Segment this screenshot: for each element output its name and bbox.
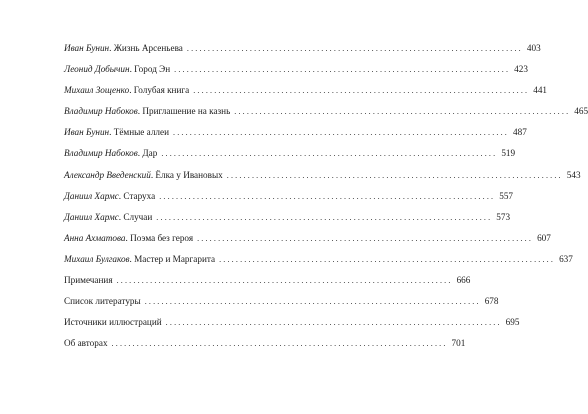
dot-leader: ................................................................................ <box>116 276 453 286</box>
entry-title: Старуха <box>123 190 156 201</box>
entry-page-number: 678 <box>484 296 499 307</box>
entry-page-number: 441 <box>533 85 548 96</box>
entry-page-number: 423 <box>514 64 528 75</box>
entry-title: Тёмные аллеи <box>113 127 169 138</box>
entry-author: Иван Бунин <box>64 127 110 138</box>
dot-leader: ................................................................................ <box>161 149 498 159</box>
dot-leader: ................................................................................ <box>156 212 493 222</box>
entry-page-number: 487 <box>513 127 527 138</box>
entry-page-number: 557 <box>499 190 513 201</box>
toc-entry[interactable] <box>64 337 466 358</box>
entry-author: Даниил Хармс <box>64 211 119 222</box>
entry-title: Примечания <box>64 275 113 286</box>
entry-title: Об авторах <box>64 338 108 349</box>
entry-author: Даниил Хармс <box>64 190 119 201</box>
entry-title: Список литературы <box>64 296 141 307</box>
entry-author: Михаил Булгаков <box>64 253 130 264</box>
toc-entry[interactable]: Михаил Зощенко. Голубая книга ................................................................................ 441 <box>64 85 548 96</box>
toc-entry[interactable] <box>64 316 520 337</box>
entry-author: Владимир Набоков <box>64 148 138 159</box>
entry-author: Леонид Добычин <box>64 64 130 75</box>
entry-author: Иван Бунин <box>64 43 110 53</box>
entry-author: Анна Ахматова <box>64 232 126 243</box>
dot-leader: ................................................................................ <box>111 339 448 349</box>
dot-leader: ................................................................................ <box>219 254 556 264</box>
entry-author: Александр Введенский <box>64 169 151 180</box>
toc-entry[interactable] <box>64 295 499 316</box>
dot-leader: ................................................................................ <box>165 318 502 328</box>
entry-title: Дар <box>142 148 158 159</box>
entry-page-number: 666 <box>456 275 471 286</box>
dot-leader: ................................................................................ <box>197 233 534 243</box>
entry-page-number: 637 <box>559 253 573 264</box>
entry-title: Источники иллюстраций <box>64 317 162 328</box>
entry-page-number: 543 <box>566 169 581 180</box>
toc-entry[interactable] <box>64 274 471 295</box>
entry-page-number: 607 <box>537 232 551 243</box>
entry-title: Случаи <box>123 211 153 222</box>
entry-author: Михаил Зощенко <box>64 85 130 96</box>
entry-title: Ёлка у Ивановых <box>155 169 223 180</box>
entry-page-number: 695 <box>505 317 520 328</box>
dot-leader: ................................................................................ <box>159 191 496 201</box>
toc-entry[interactable]: Даниил Хармс. Старуха ................................................................................ 557 <box>64 190 513 201</box>
toc-entry[interactable]: Анна Ахматова. Поэма без героя ................................................................................ 607 <box>64 232 551 243</box>
toc-entry[interactable]: Александр Введенский. Ёлка у Ивановых ................................................................................ 543 <box>64 169 581 180</box>
dot-leader: ................................................................................ <box>193 86 530 96</box>
toc-entry[interactable]: Владимир Набоков. Приглашение на казнь ................................................................................ 465 <box>64 106 588 117</box>
entry-page-number: 519 <box>501 148 516 159</box>
toc-entry[interactable]: Владимир Набоков. Дар ................................................................................ 519 <box>64 148 516 159</box>
toc-entry[interactable]: Иван Бунин. Жизнь Арсеньева ................................................................................ 403 <box>64 43 541 53</box>
dot-leader: ................................................................................ <box>226 170 563 180</box>
toc-entry[interactable]: Даниил Хармс. Случаи ................................................................................ 573 <box>64 211 511 222</box>
table-of-contents <box>64 42 588 358</box>
entry-author: Владимир Набоков <box>64 106 138 117</box>
dot-leader: ................................................................................ <box>234 107 571 117</box>
entry-title: Голубая книга <box>133 85 190 96</box>
entry-page-number: 403 <box>526 43 541 53</box>
entry-page-number: 465 <box>574 106 588 117</box>
entry-title: Приглашение на казнь <box>142 106 231 117</box>
entry-page-number: 701 <box>451 338 466 349</box>
dot-leader: ................................................................................ <box>186 44 523 53</box>
toc-entry[interactable]: Леонид Добычин. Город Эн ................................................................................ 423 <box>64 64 528 75</box>
toc-entry[interactable]: Иван Бунин. Тёмные аллеи ................................................................................ 487 <box>64 127 527 138</box>
entry-title: Город Эн <box>134 64 171 75</box>
dot-leader: ................................................................................ <box>144 297 481 307</box>
dot-leader: ................................................................................ <box>173 128 509 138</box>
toc-entry[interactable]: Михаил Булгаков. Мастер и Маргарита ................................................................................ 637 <box>64 253 573 264</box>
entry-title: Поэма без героя <box>130 232 194 243</box>
entry-page-number: 573 <box>496 211 511 222</box>
dot-leader: ................................................................................ <box>174 65 511 75</box>
entry-title: Мастер и Маргарита <box>134 253 216 264</box>
entry-title: Жизнь Арсеньева <box>113 43 183 53</box>
